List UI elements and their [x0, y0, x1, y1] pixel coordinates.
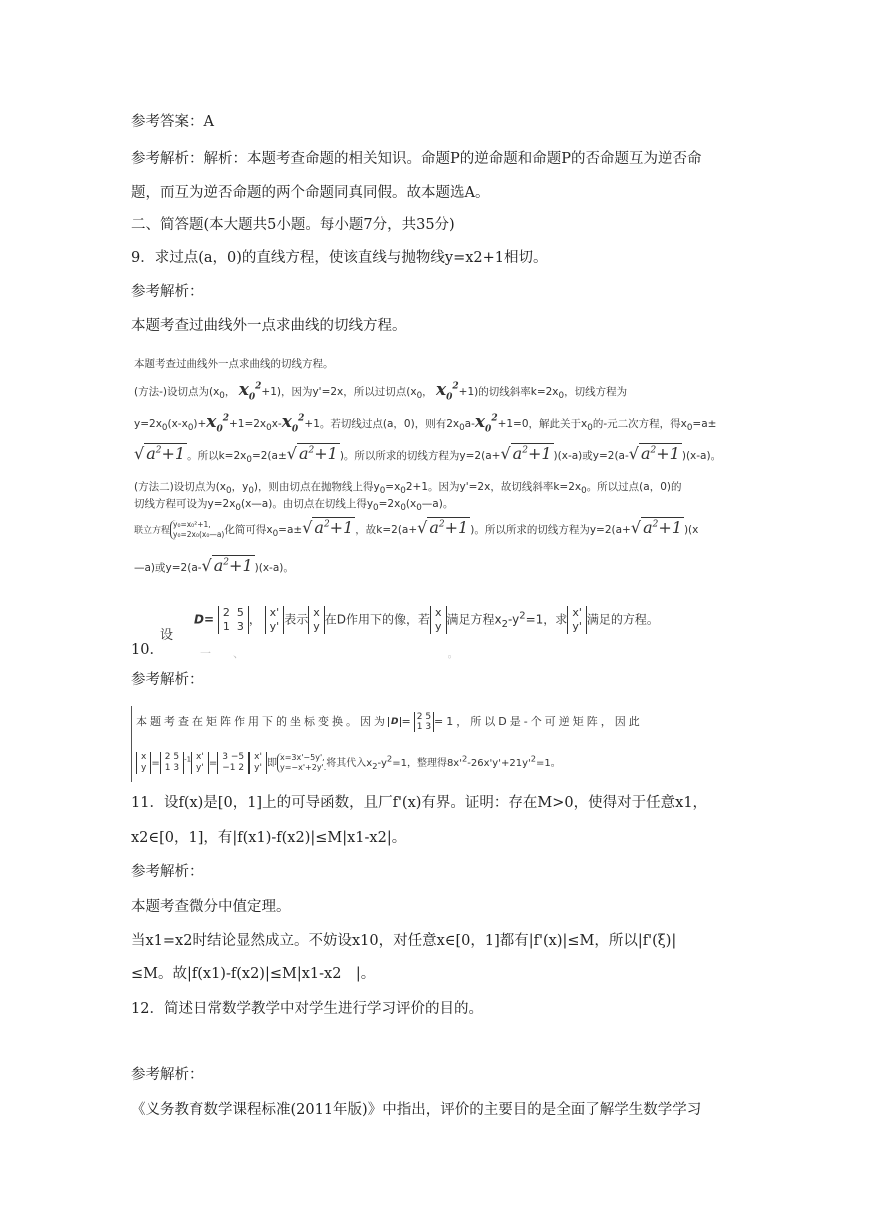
- question-12: 12．简述日常数学教学中对学生进行学习评价的目的。: [131, 1001, 483, 1017]
- img9-line-4: √ $a^2+1$ 。所以$k=2x_0=2(a\pm√$ $a^2+1$ )。所以所求的切线方程为y=2(a+√ $a^2+1$ )(x-a)或y=2(a-√ $a^2+1$ )(x-a)。: [134, 444, 722, 466]
- question-11-line-2: x2∈[0，1]，有|f(x1)-f(x2)|≤M|x1-x2|。: [131, 830, 407, 846]
- q10-formula: D= 2 5 1 3 ， x' y' 表示 x y 在D作用下的像，若 x y 满足方程$x_2-y^2=1$，求 x' y' 满足的方程。: [194, 606, 659, 633]
- img9-line-2: (方法-)设切点为($x_0$， $x_0^2+1$)，因为y'=2x，所以过切点($x_0$， $x_0^2+1$)的切线斜率$k=2x_0$，切线方程为: [134, 380, 628, 403]
- answer-line: 参考答案：A: [131, 114, 214, 130]
- img10b-line-2: x y =2 5 1 $3^{-1}$ x' y' =3 −5 −1 2x' y' 即x=3x'−5y', y=−x'+2y'.将其代入$x_2-y^2=1$，整理得$8x'^2-26x'y'+21y'^2=1$。: [136, 752, 561, 774]
- reference-label-9: 参考解析：: [131, 284, 204, 300]
- img9-line-7: 联立方程y₀=x₀²+1, y₀=2x₀(x₀—a)化简可得$x_0=a\pm√$ $a^2+1$ ，故k=2(a+√ $a^2+1$ )。所以所求的切线方程为y=2(a+√ $a^2+1$ )(x: [134, 518, 699, 540]
- reference-label-10: 参考解析：: [131, 672, 204, 688]
- reference-body-11-2: 当x1=x2时结论显然成立。不妨设x10，对任意x∈[0，1]都有|f'(x)|≤M，所以|f'(ξ)|: [131, 933, 677, 949]
- q10-faded-line: 一 、 。: [200, 647, 459, 660]
- question-10-image: [160, 600, 740, 650]
- solution-image-9: [134, 350, 734, 590]
- reference-label-11: 参考解析：: [131, 864, 204, 880]
- question-11-line-1: 11．设f(x)是[0，1]上的可导函数，且厂f'(x)有界。证明：存在M>0，使得对于任意x1，: [131, 795, 708, 811]
- reference-body-12-1: 《义务教育数学课程标准(2011年版)》中指出，评价的主要目的是全面了解学生数学学习: [131, 1102, 702, 1118]
- img9-line-6: 切线方程可设为$y=2x_0(x—a)$。由切点在切线上得$y_0=2x_0(x_0—a)$。: [134, 498, 454, 514]
- reference-body-9: 本题考查过曲线外一点求曲线的切线方程。: [131, 318, 407, 334]
- analysis-line-1: 参考解析：解析：本题考查命题的相关知识。命题P的逆命题和命题P的否命题互为逆否命: [131, 151, 702, 167]
- question-10-number: 10．: [131, 642, 164, 658]
- reference-body-11-3: ≤M。故|f(x1)-f(x2)|≤M|x1-x2 |。: [131, 966, 376, 982]
- reference-body-11-1: 本题考查微分中值定理。: [131, 899, 291, 915]
- question-9: 9．求过点(a，0)的直线方程，使该直线与抛物线y=x2+1相切。: [131, 250, 548, 266]
- analysis-line-2: 题，而互为逆否命题的两个命题同真同假。故本题选A。: [131, 185, 490, 201]
- image-left-border: [131, 706, 132, 782]
- q10-she: 设: [160, 628, 174, 643]
- solution-image-10: [136, 708, 736, 782]
- section-heading: 二、简答题(本大题共5小题。每小题7分，共35分): [131, 217, 455, 233]
- img9-line-1: 本题考查过曲线外一点求曲线的切线方程。: [134, 358, 334, 370]
- img9-line-3: $y=2x_0(x-x_0)+x_0^2+1=2x_0x-x_0^2+1$。若切线过点(a，0)，则有$2x_0a-x_0^2+1=0$，解此关于$x_0$的-元二次方程，得$x_0=a\pm$: [134, 412, 717, 435]
- reference-label-12: 参考解析：: [131, 1067, 204, 1083]
- img9-line-5: (方法二)设切点为($x_0$，$y_0$)，则由切点在抛物线上得$y_0=x_02+1$。因为y'=2x，故切线斜率$k=2x_0$。所以过点(a，0)的: [134, 481, 682, 497]
- img9-line-8: —a)或y=2(a-√ $a^2+1$ )(x-a)。: [134, 556, 294, 575]
- img10b-line-1: 本题考查在矩阵作用下的坐标变换。因为 D = 2 5 1 3 =1，所以D是-个可逆矩阵，因此: [136, 712, 643, 732]
